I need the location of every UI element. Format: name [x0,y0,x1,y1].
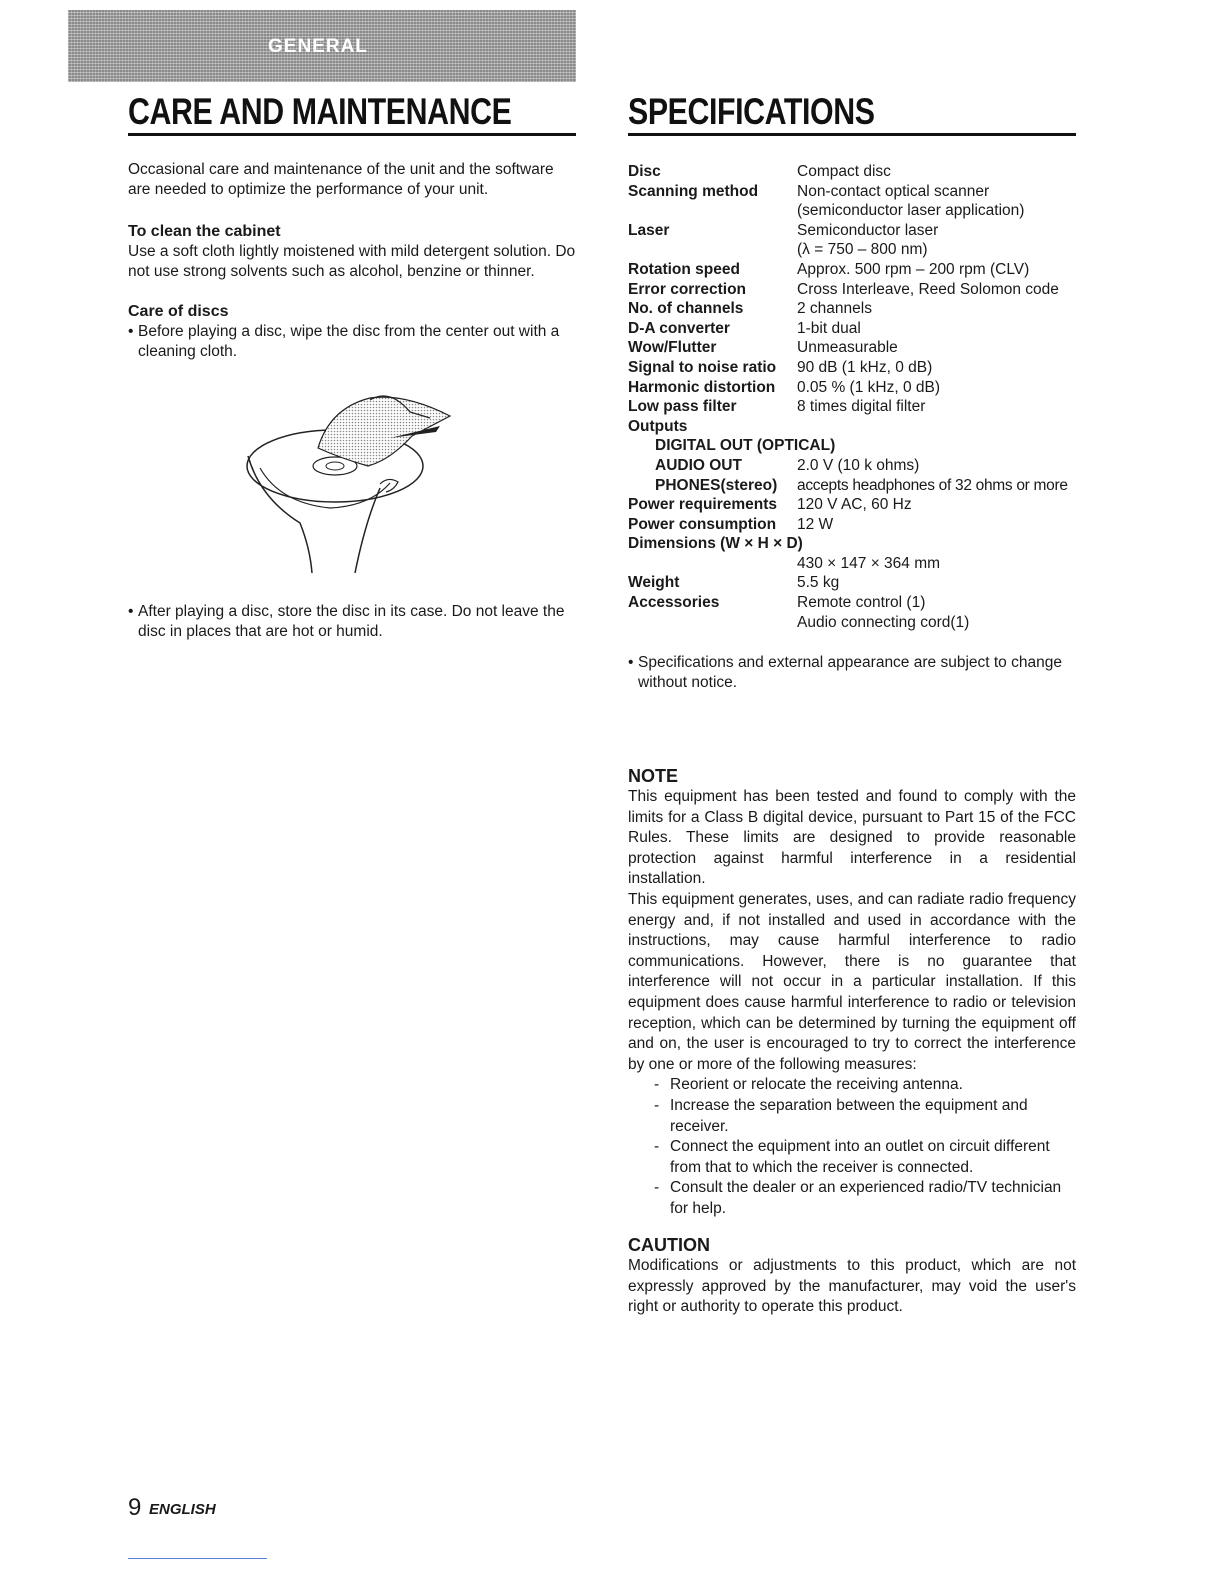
spec-label: Harmonic distortion [628,378,776,396]
dash-icon: - [654,1076,660,1094]
spec-row [628,280,1088,300]
spec-row [628,240,1088,260]
spec-row [628,201,1088,221]
spec-label: Accessories [628,594,720,612]
spec-label [628,554,797,574]
spec-value: 0.05 % (1 kHz, 0 dB) [797,378,941,396]
disc-bullet-1 [128,322,578,362]
fcc-note [628,765,1076,1219]
specs-title: SPECIFICATIONS [628,91,875,132]
spec-value: 120 V AC, 60 Hz [797,496,912,514]
measure-text: Consult the dealer or an experienced radio/TV technician for help. [670,1179,1062,1217]
spec-row [628,573,1088,593]
spec-row [628,456,1088,476]
spec-label: Wow/Flutter [628,339,717,357]
dash-icon: - [654,1096,660,1114]
measure-item [628,1137,1076,1178]
spec-label: Scanning method [628,182,759,200]
spec-row [628,358,1088,378]
disc-bullet-2-text: After playing a disc, store the disc in its case. Do not leave the disc in places that are hot or humid. [138,603,565,640]
caution-heading: CAUTION [628,1235,710,1255]
spec-value: (semiconductor laser application) [797,202,1025,220]
spec-row [628,299,1088,319]
spec-row [628,515,1088,535]
section-label: GENERAL [268,36,368,57]
spec-label: Rotation speed [628,260,740,278]
spec-label: Power requirements [628,496,778,514]
note-paragraph-1: This equipment has been tested and found to comply with the limits for a Class B digital device, pursuant to Part 15 of the FCC Rules. These limits are designed to provide reasonable protection against harmful interference in a residential installation. [628,788,1076,888]
spec-row [628,338,1088,358]
spec-value: Compact disc [797,163,891,180]
measure-item [628,1178,1076,1219]
spec-value: 8 times digital filter [797,398,926,416]
spec-label: Error correction [628,280,747,298]
note-heading: NOTE [628,766,679,786]
spec-row [628,319,1088,339]
spec-row [628,397,1088,417]
measure-item [628,1075,1076,1096]
spec-value: Remote control (1) [797,594,926,612]
spec-label: Low pass filter [628,398,737,416]
care-intro: Occasional care and maintenance of the unit and the software are needed to optimize the performance of your unit. [128,161,554,198]
disc-cleaning-illustration [240,388,460,578]
spec-label [628,240,797,260]
cabinet-heading: To clean the cabinet [128,223,281,240]
caution-text: Modifications or adjustments to this product, which are not expressly approved by the manufacturer, may void the user's right or authority to operate this product. [628,1257,1076,1316]
spec-value: 1-bit dual [797,319,861,337]
measure-item [628,1096,1076,1137]
spec-value: Non-contact optical scanner [797,182,990,200]
bullet-icon: • [628,654,634,671]
disc-bullet-2 [128,602,578,642]
spec-value: Semiconductor laser [797,221,939,239]
spec-label: Dimensions (W × H × D) [628,535,803,553]
caution-block [628,1234,1076,1318]
discs-heading: Care of discs [128,303,229,320]
care-title: CARE AND MAINTENANCE [128,91,512,132]
spec-value: (λ = 750 – 800 nm) [797,241,928,259]
spec-label: PHONES(stereo) [655,476,778,494]
spec-label: Signal to noise ratio [628,358,777,376]
dash-icon: - [654,1138,660,1156]
spec-label: Disc [628,163,661,180]
spec-label: DIGITAL OUT (OPTICAL) [655,437,836,455]
spec-label: Weight [628,574,680,592]
spec-value: accepts headphones of 32 ohms or more [797,476,1068,494]
spec-value: 430 × 147 × 364 mm [797,554,941,572]
disc-bullet-1-text: Before playing a disc, wipe the disc from the center out with a cleaning cloth. [138,323,560,360]
specs-title-rule [628,133,1076,136]
spec-value: Approx. 500 rpm – 200 rpm (CLV) [797,260,1030,278]
spec-label: Laser [628,221,670,239]
spec-value: 5.5 kg [797,574,840,592]
measures-list [628,1075,1076,1219]
bullet-icon: • [128,323,134,340]
measure-text: Connect the equipment into an outlet on circuit different from that to which the receiver is connected. [670,1138,1050,1176]
spec-row [628,378,1088,398]
specs-change-note [628,653,1088,693]
spec-label: D-A converter [628,319,730,337]
note-paragraph-2: This equipment generates, uses, and can radiate radio frequency energy and, if not installed and used in accordance with the instructions, may cause harmful interference to radio communications. However, there is no guarantee that interference will not occur in a particular installation. If this equipment does cause harmful interference to radio or television reception, which can be determined by turning the equipment off and on, the user is encouraged to try to correct the interference by one or more of the following measures: [628,890,1076,1073]
page-language: ENGLISH [149,1501,216,1518]
spec-label: Outputs [628,417,688,435]
spec-row [628,221,1088,241]
spec-label: Power consumption [628,515,777,533]
dash-icon: - [654,1179,660,1197]
measure-text: Reorient or relocate the receiving antenna. [670,1076,963,1094]
spec-value: Cross Interleave, Reed Solomon code [797,280,1059,298]
spec-row [628,476,1088,496]
spec-value: 90 dB (1 kHz, 0 dB) [797,358,933,376]
bullet-icon: • [128,603,134,620]
spec-row [628,182,1088,202]
page-number: 9 [128,1494,142,1521]
cabinet-text: Use a soft cloth lightly moistened with mild detergent solution. Do not use strong solvents such as alcohol, benzine or thinner. [128,243,576,280]
spec-label: AUDIO OUT [655,456,742,474]
spec-row [628,162,1088,182]
spec-row [628,554,1088,574]
spec-row [628,613,1088,633]
care-title-rule [128,133,576,136]
spec-label [628,201,797,221]
spec-label: No. of channels [628,300,744,318]
spec-value: 2 channels [797,300,872,318]
spec-label [628,613,797,633]
measure-text: Increase the separation between the equipment and receiver. [670,1096,1028,1135]
spec-row [628,593,1088,613]
specifications-table [628,162,1088,632]
specs-change-note-text: Specifications and external appearance are subject to change without notice. [638,654,1062,691]
footer-link-line [128,1558,267,1559]
spec-row [628,260,1088,280]
spec-value: 2.0 V (10 k ohms) [797,456,920,474]
spec-value: Unmeasurable [797,339,898,357]
spec-value: 12 W [797,515,834,533]
spec-row [628,495,1088,515]
spec-value: Audio connecting cord(1) [797,613,970,631]
